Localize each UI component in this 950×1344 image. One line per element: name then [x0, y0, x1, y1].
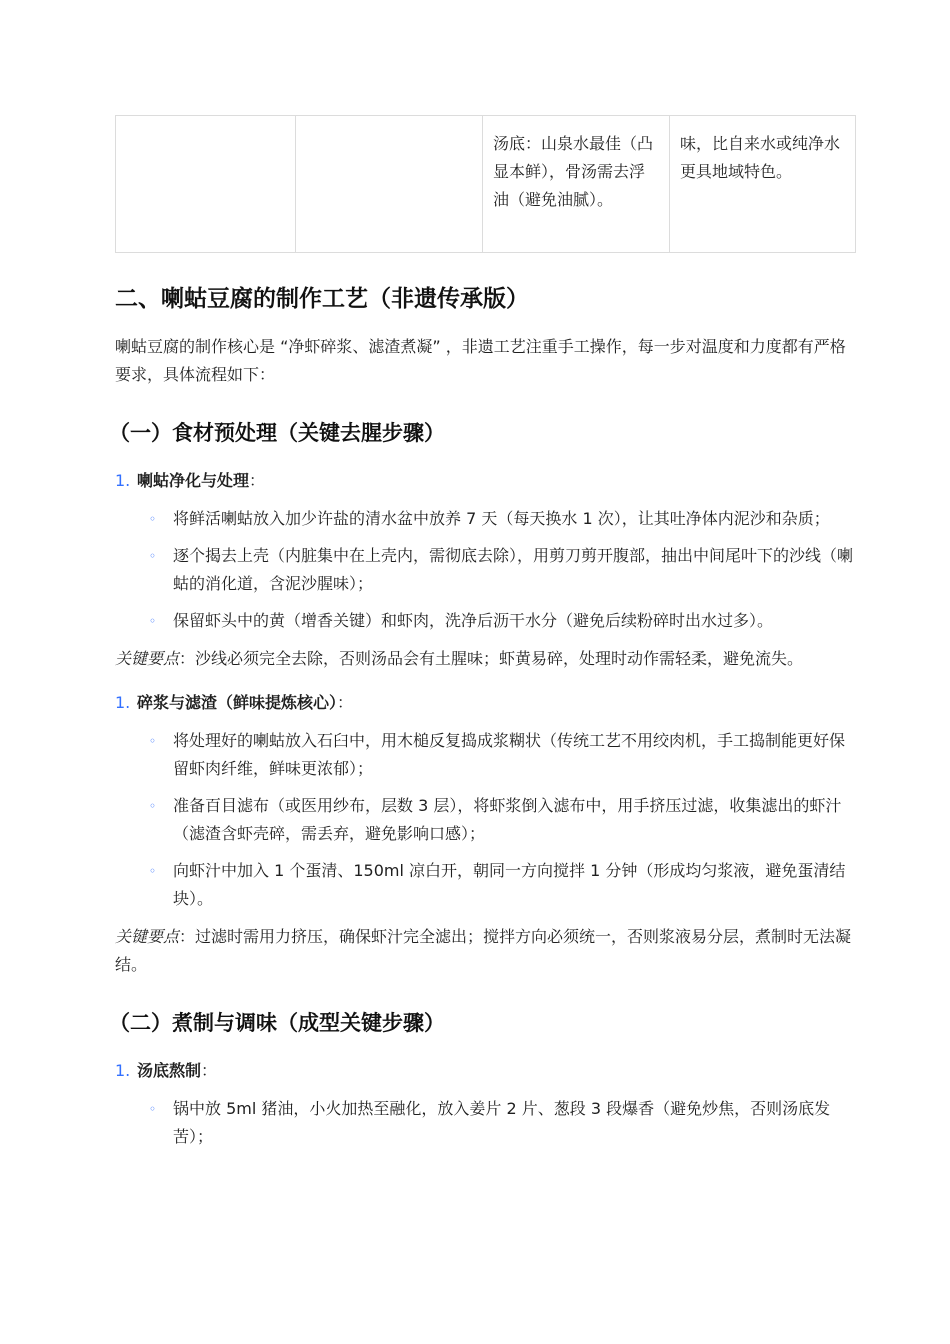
list-item: [149, 857, 855, 913]
bullet-icon: ◦: [149, 614, 157, 628]
bullet-icon: ◦: [149, 864, 157, 878]
numbered-item: [115, 1057, 855, 1085]
item-suffix: ：: [249, 471, 266, 490]
table-cell: 味，比自来水或纯净水更具地域特色。: [670, 116, 856, 253]
bullet-list: [115, 727, 855, 913]
key-point: [115, 645, 855, 673]
list-item-text: 将处理好的喇蛄放入石臼中，用木槌反复捣成浆糊状（传统工艺不用绞肉机，手工捣制能更好保留虾肉纤维，鲜味更浓郁）；: [173, 731, 846, 778]
bullet-list: [115, 505, 855, 635]
list-item: [149, 1095, 855, 1151]
list-item: [149, 505, 855, 533]
list-item: [149, 542, 855, 598]
document-page: [109, 115, 855, 1160]
key-label: 关键要点: [115, 927, 180, 946]
list-item-text: 保留虾头中的黄（增香关键）和虾肉，洗净后沥干水分（避免后续粉碎时出水过多）。: [173, 611, 774, 630]
list-item-text: 准备百目滤布（或医用纱布，层数 3 层），将虾浆倒入滤布中，用手挤压过滤，收集滤出的虾汁（滤渣含虾壳碎，需丢弃，避免影响口感）；: [173, 796, 842, 843]
bullet-icon: ◦: [149, 1102, 157, 1116]
bullet-list: [115, 1095, 855, 1151]
item-title: 汤底熬制: [137, 1061, 202, 1080]
item-title: 喇蛄净化与处理: [137, 471, 250, 490]
list-item-text: 将鲜活喇蛄放入加少许盐的清水盆中放养 7 天（每天换水 1 次），让其吐净体内泥沙和杂质；: [173, 509, 830, 528]
subsection-heading: （二）煮制与调味（成型关键步骤）: [109, 1011, 445, 1035]
list-item-text: 逐个揭去上壳（内脏集中在上壳内，需彻底去除），用剪刀剪开腹部，抽出中间尾叶下的沙线（喇蛄的消化道，含泥沙腥味）；: [173, 546, 854, 593]
item-number: 1.: [115, 471, 131, 490]
table-cell: [296, 116, 483, 253]
item-number: 1.: [115, 693, 131, 712]
key-label: 关键要点: [115, 649, 180, 668]
item-suffix: ：: [337, 693, 354, 712]
numbered-item: [115, 689, 855, 717]
table-continuation: [115, 115, 856, 253]
key-text: ：沙线必须完全去除，否则汤品会有土腥味；虾黄易碎，处理时动作需轻柔，避免流失。: [179, 649, 804, 668]
section-heading: 二、喇蛄豆腐的制作工艺（非遗传承版）: [115, 286, 529, 312]
key-text: ：过滤时需用力挤压，确保虾汁完全滤出；搅拌方向必须统一，否则浆液易分层，煮制时无法凝结。: [115, 927, 852, 974]
subsection-heading: （一）食材预处理（关键去腥步骤）: [109, 421, 445, 445]
list-item-text: 向虾汁中加入 1 个蛋清、150ml 凉白开，朝同一方向搅拌 1 分钟（形成均匀浆液，避免蛋清结块）。: [173, 861, 846, 908]
bullet-icon: ◦: [149, 734, 157, 748]
item-number: 1.: [115, 1061, 131, 1080]
bullet-icon: ◦: [149, 512, 157, 526]
table-cell: 汤底：山泉水最佳（凸显本鲜），骨汤需去浮油（避免油腻）。: [483, 116, 670, 253]
table-row: [116, 116, 856, 253]
list-item-text: 锅中放 5ml 猪油，小火加热至融化，放入姜片 2 片、葱段 3 段爆香（避免炒焦，否则汤底发苦）；: [173, 1099, 831, 1146]
bullet-icon: ◦: [149, 799, 157, 813]
item-suffix: ：: [201, 1061, 218, 1080]
numbered-item: [115, 467, 855, 495]
item-title: 碎浆与滤渣（鲜味提炼核心）: [137, 693, 338, 712]
section-intro: 喇蛄豆腐的制作核心是 “净虾碎浆、滤渣煮凝” ，非遗工艺注重手工操作，每一步对温度和力度都有严格要求，具体流程如下：: [115, 337, 846, 384]
table-cell: [116, 116, 296, 253]
list-item: [149, 607, 855, 635]
list-item: [149, 727, 855, 783]
bullet-icon: ◦: [149, 549, 157, 563]
key-point: [115, 923, 855, 979]
list-item: [149, 792, 855, 848]
